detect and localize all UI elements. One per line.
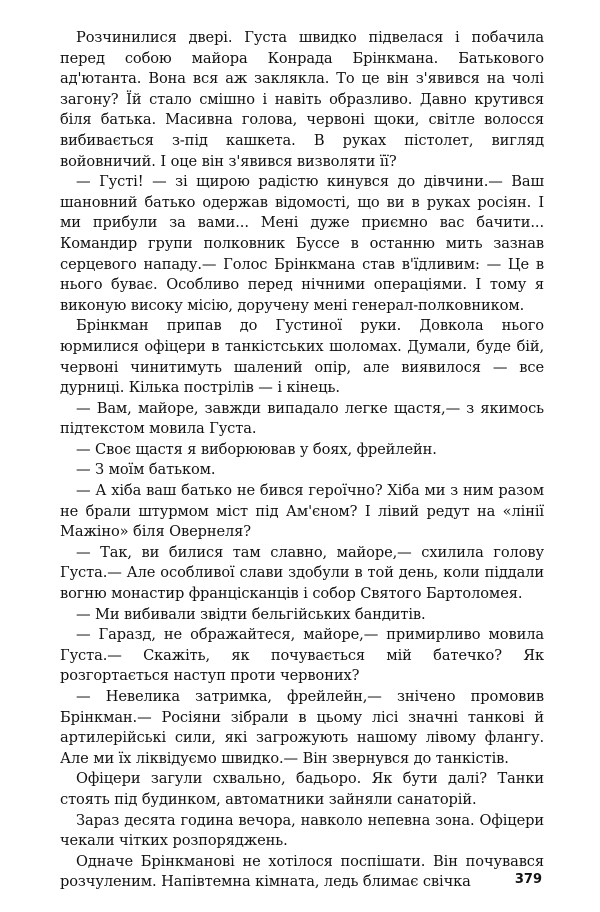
paragraph-8: — Так, ви билися там славно, майоре,— схилила голову Густа.— Але особливої слави здобули в той день, коли піддали вогню монастир францісканців і собор Святого Бартоломея. xyxy=(60,543,544,603)
page-text-column xyxy=(60,28,544,893)
paragraph-6: — З моїм батьком. xyxy=(76,461,216,479)
paragraph-3: Брінкман припав до Густиної руки. Довкола нього юрмилися офіцери в танкістських шоломах. Думали, буде бій, червоні чинитимуть шалений опір, але виявилося — все дурниці. Кілька пострілів — і кінець. xyxy=(60,317,544,397)
paragraph-7: — А хіба ваш батько не бився героїчно? Хіба ми з ним разом не брали штурмом міст під Ам'єном? І лівий редут на «лінії Мажіно» біля Овернеля? xyxy=(60,482,544,541)
paragraph-13: Зараз десята година вечора, навколо непевна зона. Офіцери чекали чітких розпоряджень. xyxy=(60,811,544,850)
paragraph-9: — Ми вибивали звідти бельгійських бандитів. xyxy=(76,605,426,623)
paragraph-10: — Гаразд, не ображайтеся, майоре,— примирливо мовила Густа.— Скажіть, як почувається мій батечко? Як розгортається наступ проти червоних? xyxy=(60,626,544,685)
paragraph-11: — Невелика затримка, фрейлейн,— знічено промовив Брінкман.— Росіяни зібрали в цьому лісі значні танкові й артилерійські сили, які загрожують нашому лівому флангу. Але ми їх ліквідуємо швидко.— Він звернувся до танкістів. xyxy=(60,688,544,767)
paragraph-2: — Густі! — зі щирою радістю кинувся до дівчини.— Ваш шановний батько одержав відомості, що ви в руках росіян. І ми прибули за вами... Мені дуже приємно вас бачити... Командир групи полковник Буссе в останню мить зазнав серцевого нападу.— Голос Брінкмана став в'їдливим: — Це в нього буває. Особливо перед нічними операціями. І тому я виконую високу місію, доручену мені генерал-полковником. xyxy=(60,173,544,314)
paragraph-5: — Своє щастя я виборюював у боях, фрейлейн. xyxy=(76,440,437,458)
page-number: 379 xyxy=(514,872,542,887)
paragraph-1: Розчинилися двері. Густа швидко підвелася і побачила перед собою майора Конрада Брінкмана. Батькового ад'ютанта. Вона вся аж заклякла. То це він з'явився на чолі загону? Їй стало смішно і навіть образливо. Давно крутився біля батька. Масивна голова, червоні щоки, світле волосся вибивається з-під кашкета. В руках пістолет, вигляд войовничий. І оце він з'явився визволяти її? xyxy=(60,29,544,170)
paragraph-12: Офіцери загули схвально, бадьоро. Як бути далі? Танки стоять під будинком, автоматники зайняли санаторій. xyxy=(60,770,544,808)
paragraph-4: — Вам, майоре, завжди випадало легке щастя,— з якимось підтекстом мовила Густа. xyxy=(60,399,544,438)
paragraph-14: Одначе Брінкманові не хотілося поспішати. Він почувався розчуленим. Напівтемна кімната, ледь блимає свічка xyxy=(60,852,544,891)
